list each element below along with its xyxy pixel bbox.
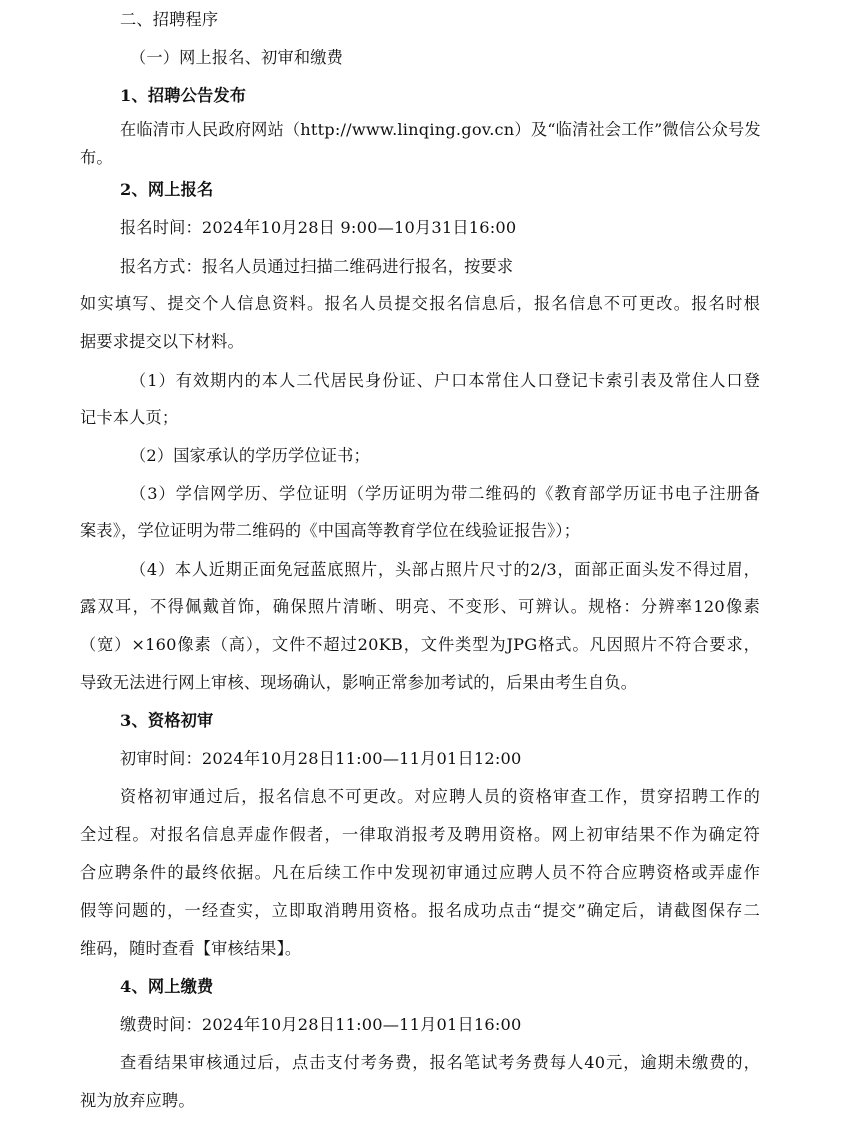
paragraph-line: 视为放弃应聘。: [80, 1091, 195, 1110]
payment-time: 缴费时间：2024年10月28日11:00—11月01日16:00: [120, 1015, 522, 1034]
list-item-continuation: 露双耳，不得佩戴首饰，确保照片清晰、明亮、不变形、可辨认。规格：分辨率120像素: [80, 597, 760, 616]
paragraph-line: 报名方式：报名人员通过扫描二维码进行报名，按要求: [120, 257, 514, 276]
subsection-title: （一）网上报名、初审和缴费: [130, 48, 344, 67]
review-time: 初审时间：2024年10月28日11:00—11月01日12:00: [120, 749, 522, 768]
heading-announcement: 1、招聘公告发布: [120, 86, 247, 105]
paragraph-line: 在临清市人民政府网站（http://www.linqing.gov.cn）及“临清社会工作”微信公众号发: [120, 120, 761, 139]
paragraph-line: 全过程。对报名信息弄虚作假者，一律取消报考及聘用资格。网上初审结果不作为确定符: [80, 825, 760, 844]
list-item: （1）有效期内的本人二代居民身份证、户口本常住人口登记卡索引表及常住人口登: [130, 371, 760, 390]
section-title: 二、招聘程序: [120, 10, 219, 29]
list-item-continuation: 导致无法进行网上审核、现场确认，影响正常参加考试的，后果由考生自负。: [80, 673, 638, 692]
paragraph-line: 如实填写、提交个人信息资料。报名人员提交报名信息后，报名信息不可更改。报名时根: [80, 294, 760, 313]
heading-online-registration: 2、网上报名: [120, 180, 214, 199]
list-item: （3）学信网学历、学位证明（学历证明为带二维码的《教育部学历证书电子注册备: [130, 484, 760, 503]
heading-online-payment: 4、网上缴费: [120, 977, 214, 996]
paragraph-line: 资格初审通过后，报名信息不可更改。对应聘人员的资格审查工作，贯穿招聘工作的: [120, 787, 760, 806]
list-item-continuation: 案表》，学位证明为带二维码的《中国高等教育学位在线验证报告》）；: [80, 521, 581, 540]
list-item: （2）国家承认的学历学位证书；: [130, 446, 370, 465]
list-item-continuation: （宽）×160像素（高），文件不超过20KB，文件类型为JPG格式。凡因照片不符合要求，: [80, 635, 760, 654]
heading-qualification-review: 3、资格初审: [120, 711, 214, 730]
paragraph-line: 维码，随时查看【审核结果】。: [80, 939, 302, 958]
paragraph-line: 合应聘条件的最终依据。凡在后续工作中发现初审通过应聘人员不符合应聘资格或弄虚作: [80, 863, 760, 882]
list-item: （4）本人近期正面免冠蓝底照片，头部占照片尺寸的2/3，面部正面头发不得过眉，: [130, 560, 760, 579]
registration-time: 报名时间：2024年10月28日 9:00—10月31日16:00: [120, 218, 517, 237]
paragraph-line: 布。: [80, 148, 113, 167]
paragraph-line: 假等问题的，一经查实，立即取消聘用资格。报名成功点击“提交”确定后，请截图保存二: [80, 901, 760, 920]
paragraph-line: 查看结果审核通过后，点击支付考务费，报名笔试考务费每人40元，逾期未缴费的，: [120, 1053, 760, 1072]
paragraph-line: 据要求提交以下材料。: [80, 332, 244, 351]
list-item-continuation: 记卡本人页；: [80, 408, 179, 427]
